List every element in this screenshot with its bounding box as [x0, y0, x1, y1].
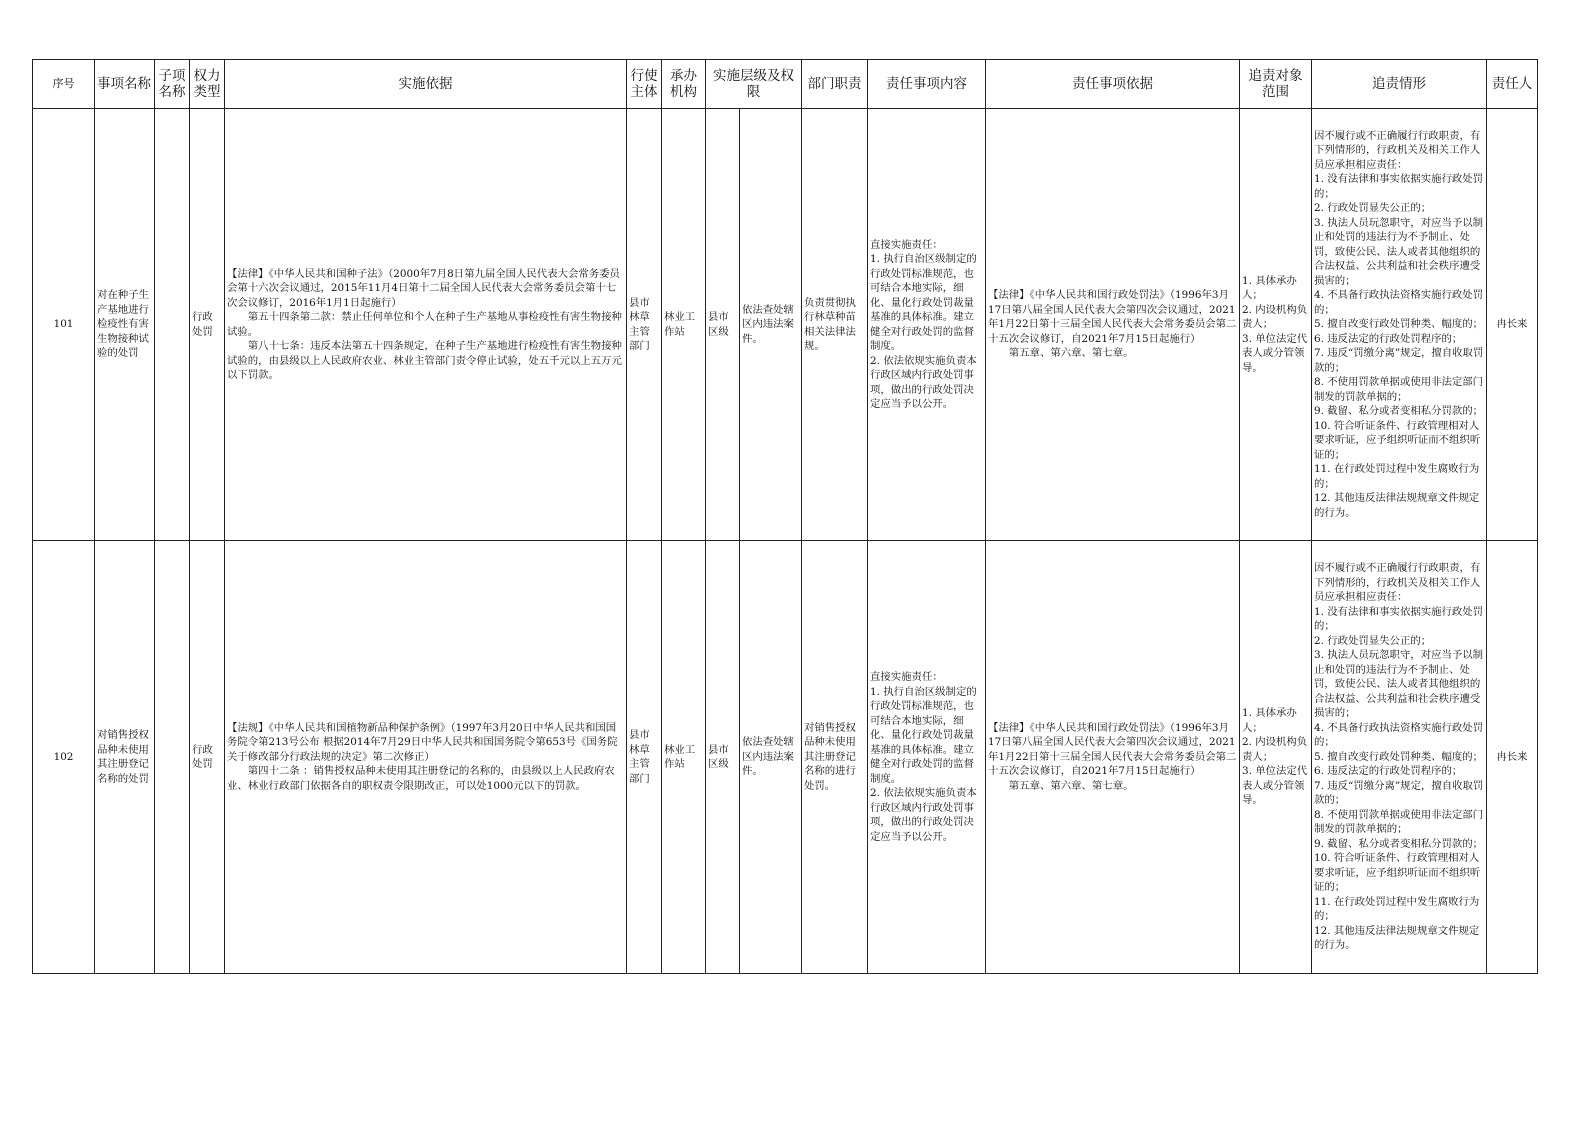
cell-sub — [155, 541, 190, 974]
cell-org: 林业工作站 — [662, 541, 706, 974]
basis-paragraph: 第五十四条第二款：禁止任何单位和个人在种子生产基地从事检疫性有害生物接种试验。 — [227, 311, 622, 338]
header-sub: 子项名称 — [155, 60, 190, 109]
cell-type: 行政处罚 — [190, 109, 225, 541]
cell-situation: 因不履行或不正确履行行政职责，有下列情形的，行政机关及相关工作人员应承担相应责任： 1. 没有法律和事实依据实施行政处罚的； 2. 行政处罚显失公正的； 3. 执法人员玩忽职守，对应当予以制止和处罚的违法行为不予制止、处罚，致使公民、法人或者其他组织的合法权益、公共利益和社会秩序遭受损害的； 4. 不具备行政执法资格实施行政处罚的； 5. 擅自改变行政处罚种类、幅度的； 6. 违反法定的行政处罚程序的； 7. 违反“罚缴分离”规定，擅自收取罚款的； 8. 不使用罚款单据或使用非法定部门制发的罚款单据的； 9. 截留、私分或者变相私分罚款的； 10. 符合听证条件、行政管理相对人要求听证，应予组织听证而不组织听证的； 11. 在行政处罚过程中发生腐败行为的； 12. 其他违反法律法规规章文件规定的行为。 — [1312, 541, 1487, 974]
header-seq: 序号 — [33, 60, 95, 109]
header-person: 责任人 — [1487, 60, 1538, 109]
cell-duty: 对销售授权品种未使用其注册登记名称的进行处罚。 — [802, 541, 868, 974]
cell-situation: 因不履行或不正确履行行政职责，有下列情形的，行政机关及相关工作人员应承担相应责任： 1. 没有法律和事实依据实施行政处罚的； 2. 行政处罚显失公正的； 3. 执法人员玩忽职守，对应当予以制止和处罚的违法行为不予制止、处罚，致使公民、法人或者其他组织的合法权益、公共利益和社会秩序遭受损害的； 4. 不具备行政执法资格实施行政处罚的； 5. 擅自改变行政处罚种类、幅度的； 6. 违反法定的行政处罚程序的； 7. 违反“罚缴分离”规定，擅自收取罚款的； 8. 不使用罚款单据或使用非法定部门制发的罚款单据的； 9. 截留、私分或者变相私分罚款的； 10. 符合听证条件、行政管理相对人要求听证，应予组织听证而不组织听证的； 11. 在行政处罚过程中发生腐败行为的； 12. 其他违反法律法规规章文件规定的行为。 — [1312, 109, 1487, 541]
cell-sub — [155, 109, 190, 541]
header-level: 实施层级及权限 — [706, 60, 802, 109]
cell-seq: 102 — [33, 541, 95, 974]
cell-level-a: 县市区级 — [706, 109, 740, 541]
basis-paragraph: 第八十七条：违反本法第五十四条规定，在种子生产基地进行检疫性有害生物接种试验的，由县级以上人民政府农业、林业主管部门责令停止试验，处五千元以上五万元以下罚款。 — [227, 340, 622, 381]
cell-org: 林业工作站 — [662, 109, 706, 541]
cell-basis — [225, 109, 627, 541]
cell-content: 直接实施责任： 1. 执行自治区级制定的行政处罚标准规范，也可结合本地实际，细化、量化行政处罚裁量基准的具体标准。建立健全对行政处罚的监督制度。 2. 依法依规实施负责本行政区域内行政处罚事项，做出的行政处罚决定应当予以公开。 — [868, 541, 986, 974]
resp-basis-paragraph: 第五章、第六章、第七章。 — [1008, 779, 1134, 792]
header-duty: 部门职责 — [802, 60, 868, 109]
header-org: 承办机构 — [662, 60, 706, 109]
basis-paragraph: 【法律】《中华人民共和国种子法》（2000年7月8日第九届全国人民代表大会常务委员会第十六次会议通过，2015年11月4日第十二届全国人民代表大会常务委员会第十七次会议修订，2016年1月1日起施行） — [227, 267, 620, 309]
header-basis: 实施依据 — [225, 60, 627, 109]
cell-seq: 101 — [33, 109, 95, 541]
header-subject: 行使主体 — [627, 60, 662, 109]
cell-subject: 县市林草主管部门 — [627, 109, 662, 541]
resp-basis-paragraph: 第五章、第六章、第七章。 — [1008, 347, 1134, 360]
cell-subject: 县市林草主管部门 — [627, 541, 662, 974]
cell-scope: 1. 具体承办人； 2. 内设机构负责人； 3. 单位法定代表人或分管领导。 — [1240, 541, 1312, 974]
header-type: 权力类型 — [190, 60, 225, 109]
basis-paragraph: 【法规】《中华人民共和国植物新品种保护条例》（1997年3月20日中华人民共和国国务院令第213号公布 根据2014年7月29日中华人民共和国国务院令第653号《国务院关于修改部分行政法规的决定》第二次修正） — [227, 721, 618, 763]
header-row — [33, 60, 1538, 109]
cell-content: 直接实施责任： 1. 执行自治区级制定的行政处罚标准规范，也可结合本地实际，细化、量化行政处罚裁量基准的具体标准。建立健全对行政处罚的监督制度。 2. 依法依规实施负责本行政区域内行政处罚事项，做出的行政处罚决定应当予以公开。 — [868, 109, 986, 541]
cell-level-a: 县市区级 — [706, 541, 740, 974]
responsibility-table — [32, 59, 1538, 974]
cell-level-b: 依法查处辖区内违法案件。 — [740, 109, 802, 541]
cell-person: 冉长来 — [1487, 541, 1538, 974]
cell-duty: 负责贯彻执行林草种苗相关法律法规。 — [802, 109, 868, 541]
table-row — [33, 109, 1538, 541]
cell-resp-basis — [986, 109, 1240, 541]
header-situation: 追责情形 — [1312, 60, 1487, 109]
cell-type: 行政处罚 — [190, 541, 225, 974]
cell-scope: 1. 具体承办人； 2. 内设机构负责人； 3. 单位法定代表人或分管领导。 — [1240, 109, 1312, 541]
cell-resp-basis — [986, 541, 1240, 974]
basis-paragraph: 第四十二条 ：销售授权品种未使用其注册登记的名称的，由县级以上人民政府农业、林业行政部门依据各自的职权责令限期改正，可以处1000元以下的罚款。 — [227, 765, 615, 792]
resp-basis-paragraph: 【法律】《中华人民共和国行政处罚法》（1996年3月17日第八届全国人民代表大会第四次会议通过，2021年1月22日第十三届全国人民代表大会常务委员会第二十五次会议修订，自2021年7月15日起施行） — [988, 289, 1237, 345]
header-content: 责任事项内容 — [868, 60, 986, 109]
header-resp-basis: 责任事项依据 — [986, 60, 1240, 109]
header-scope: 追责对象范围 — [1240, 60, 1312, 109]
cell-basis — [225, 541, 627, 974]
cell-item: 对在种子生产基地进行检疫性有害生物接种试验的处罚 — [95, 109, 155, 541]
header-item: 事项名称 — [95, 60, 155, 109]
cell-item: 对销售授权品种未使用其注册登记名称的处罚 — [95, 541, 155, 974]
cell-level-b: 依法查处辖区内违法案件。 — [740, 541, 802, 974]
table-row — [33, 541, 1538, 974]
cell-person: 冉长来 — [1487, 109, 1538, 541]
resp-basis-paragraph: 【法律】《中华人民共和国行政处罚法》（1996年3月17日第八届全国人民代表大会第四次会议通过，2021年1月22日第十三届全国人民代表大会常务委员会第二十五次会议修订，自2021年7月15日起施行） — [988, 721, 1237, 778]
